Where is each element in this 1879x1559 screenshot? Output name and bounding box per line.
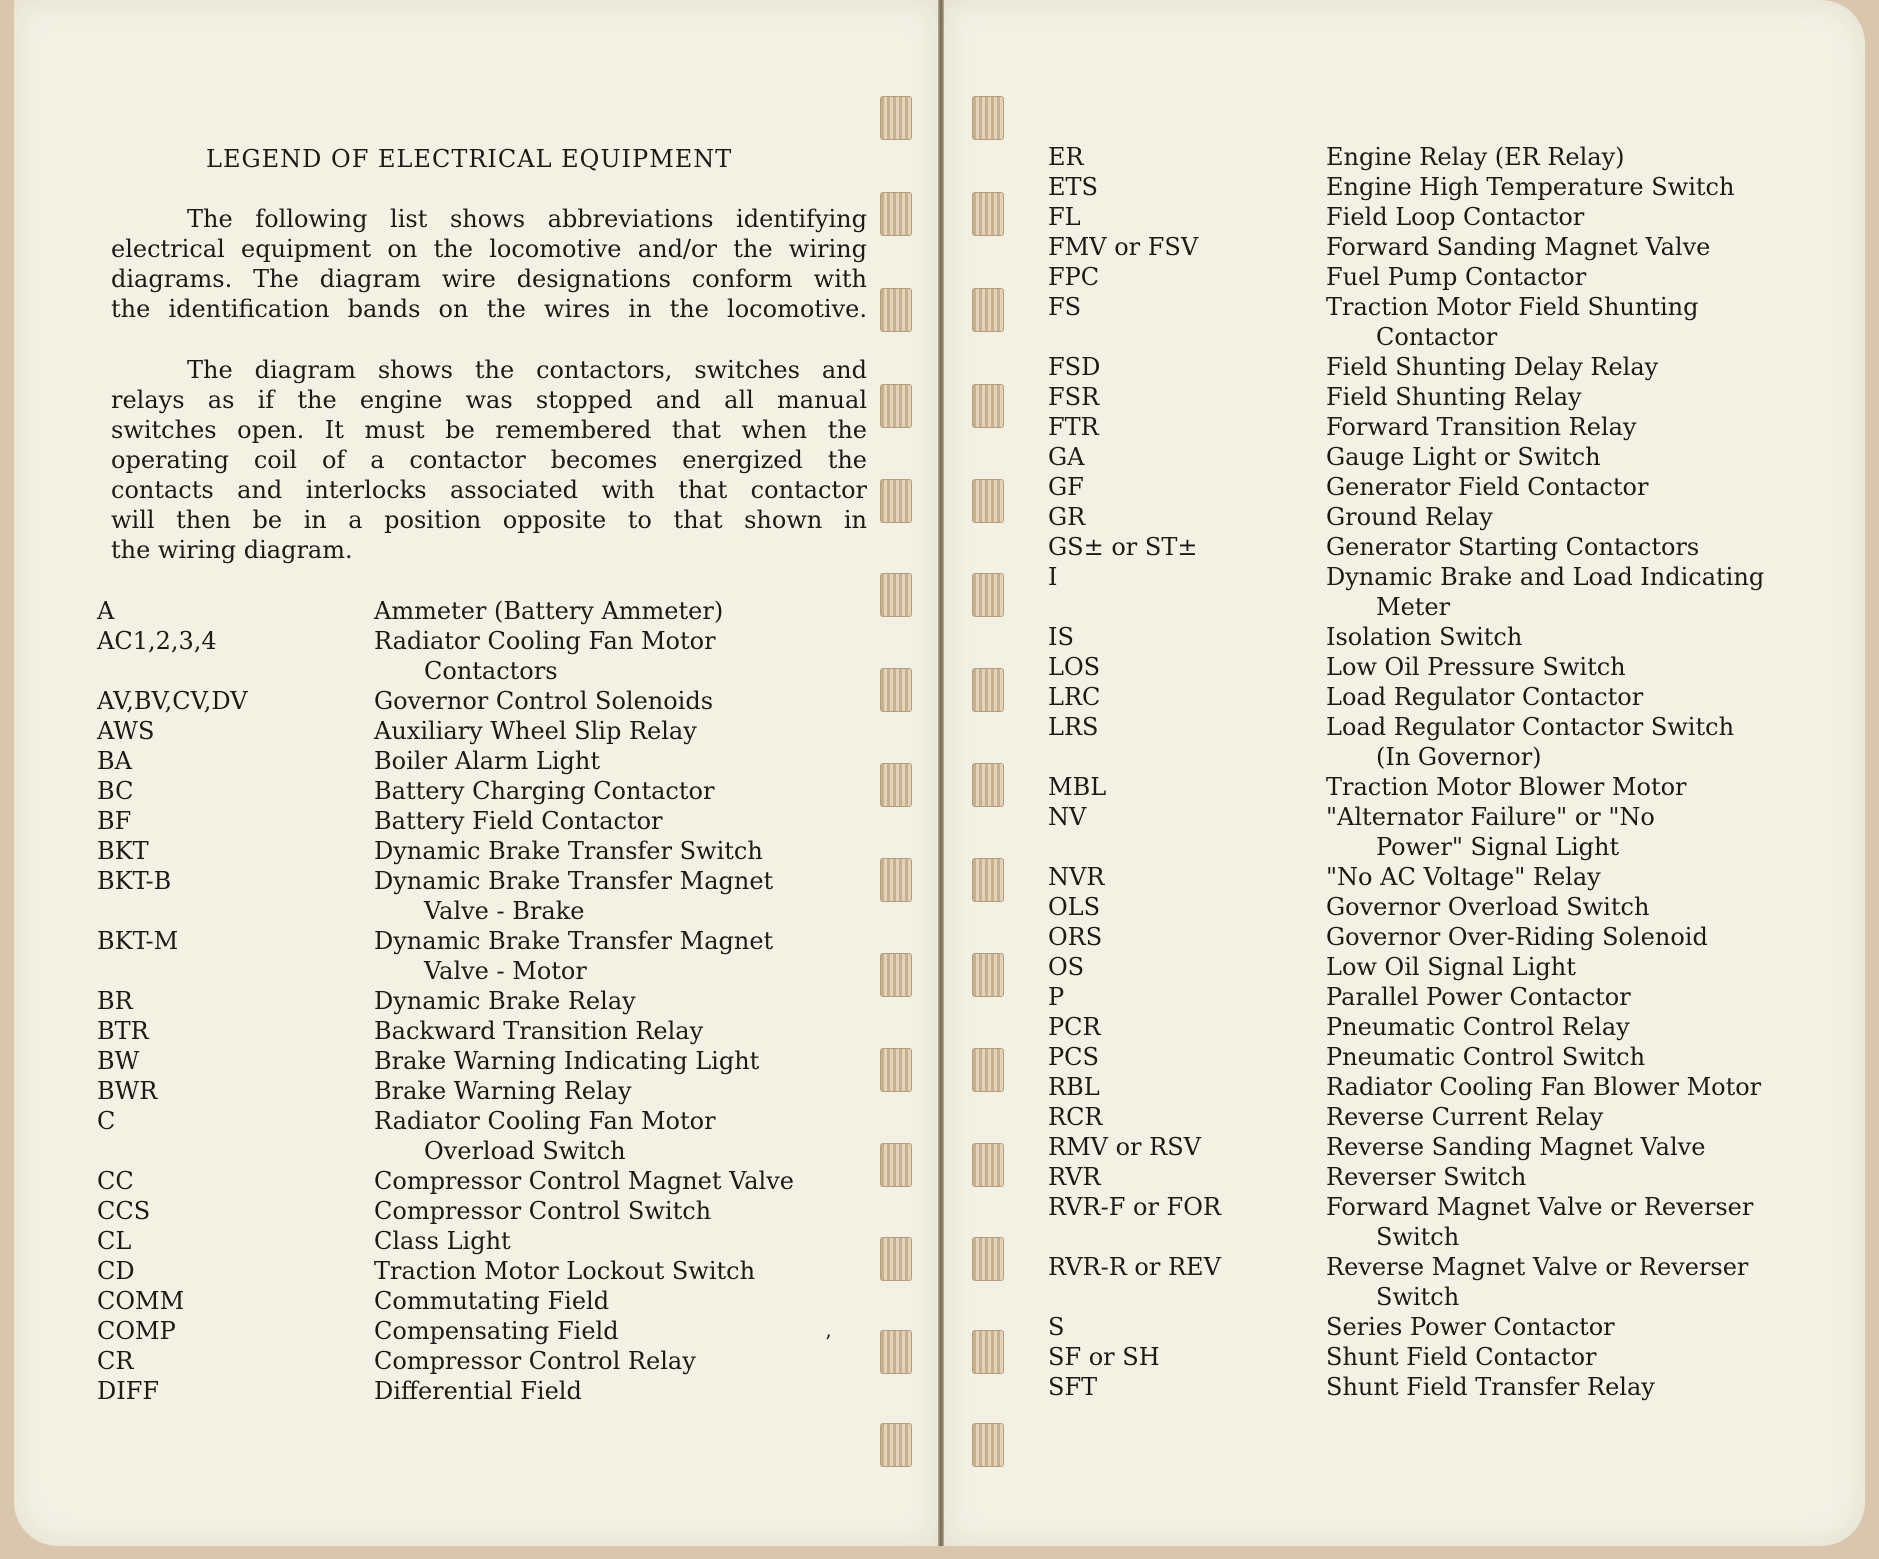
legend-description-continued: Contactors	[424, 657, 558, 685]
legend-description: Compressor Control Magnet Valve	[374, 1167, 794, 1195]
legend-abbreviation: GA	[1048, 443, 1085, 471]
binding-hole	[972, 953, 1004, 997]
legend-description: Dynamic Brake and Load Indicating	[1326, 563, 1765, 591]
binding-hole	[972, 573, 1004, 617]
legend-description: Auxiliary Wheel Slip Relay	[374, 717, 697, 745]
legend-abbreviation: SFT	[1048, 1373, 1098, 1401]
legend-abbreviation: RVR	[1048, 1163, 1101, 1191]
binding-holes-right	[970, 0, 1006, 1546]
legend-abbreviation: C	[97, 1107, 116, 1135]
legend-abbreviation: I	[1048, 563, 1058, 591]
legend-description: Field Loop Contactor	[1326, 203, 1585, 231]
legend-description: Brake Warning Relay	[374, 1077, 632, 1105]
binding-hole	[880, 1237, 912, 1281]
page-title: LEGEND OF ELECTRICAL EQUIPMENT	[206, 145, 733, 173]
legend-abbreviation: LRS	[1048, 713, 1099, 741]
legend-description: Pneumatic Control Relay	[1326, 1013, 1630, 1041]
legend-description: "Alternator Failure" or "No	[1326, 803, 1655, 831]
legend-abbreviation: LRC	[1048, 683, 1101, 711]
legend-description: Parallel Power Contactor	[1326, 983, 1631, 1011]
binding-hole	[972, 1143, 1004, 1187]
legend-abbreviation: AWS	[97, 717, 155, 745]
legend-abbreviation: BTR	[97, 1017, 149, 1045]
binding-holes-left	[878, 0, 914, 1546]
paragraph-line: the wiring diagram.	[111, 536, 353, 564]
legend-abbreviation: NV	[1048, 803, 1087, 831]
legend-abbreviation: BC	[97, 777, 134, 805]
binding-hole	[972, 858, 1004, 902]
legend-description: Forward Transition Relay	[1326, 413, 1637, 441]
legend-abbreviation: CC	[97, 1167, 134, 1195]
legend-description: Shunt Field Transfer Relay	[1326, 1373, 1655, 1401]
legend-description: Gauge Light or Switch	[1326, 443, 1601, 471]
legend-abbreviation: GR	[1048, 503, 1086, 531]
legend-description-continued: Meter	[1376, 593, 1451, 621]
legend-description: Fuel Pump Contactor	[1326, 263, 1587, 291]
legend-description-continued: Contactor	[1376, 323, 1498, 351]
paragraph-line: the identification bands on the wires in the locomotive.	[111, 295, 867, 323]
legend-description-continued: Power" Signal Light	[1376, 833, 1620, 861]
explanation-paragraph	[111, 355, 867, 565]
legend-abbreviation: S	[1048, 1313, 1065, 1341]
legend-abbreviation: COMP	[97, 1317, 176, 1345]
legend-description: "No AC Voltage" Relay	[1326, 863, 1601, 891]
legend-description: Compressor Control Switch	[374, 1197, 712, 1225]
binding-hole	[880, 668, 912, 712]
binding-hole	[972, 1423, 1004, 1467]
legend-description: Radiator Cooling Fan Blower Motor	[1326, 1073, 1762, 1101]
right-page	[944, 0, 1865, 1546]
legend-abbreviation: PCS	[1048, 1043, 1099, 1071]
legend-description: Series Power Contactor	[1326, 1313, 1615, 1341]
legend-abbreviation: FTR	[1048, 413, 1099, 441]
legend-abbreviation: RBL	[1048, 1073, 1100, 1101]
legend-description: Generator Field Contactor	[1326, 473, 1649, 501]
legend-description: Radiator Cooling Fan Motor	[374, 1107, 716, 1135]
legend-description: Pneumatic Control Switch	[1326, 1043, 1646, 1071]
binding-hole	[880, 763, 912, 807]
legend-abbreviation: BKT-B	[97, 867, 172, 895]
legend-abbreviation: FPC	[1048, 263, 1100, 291]
paragraph-line: The following list shows abbreviations identifying	[187, 205, 867, 233]
paragraph-line: operating coil of a contactor becomes energized the	[111, 446, 867, 474]
binding-hole	[972, 479, 1004, 523]
binding-hole	[972, 668, 1004, 712]
legend-abbreviation: BF	[97, 807, 132, 835]
binding-hole	[880, 1143, 912, 1187]
legend-description: Load Regulator Contactor	[1326, 683, 1644, 711]
legend-abbreviation: RVR-R or REV	[1048, 1253, 1221, 1281]
binding-hole	[880, 384, 912, 428]
legend-description: Battery Charging Contactor	[374, 777, 715, 805]
legend-description: Traction Motor Blower Motor	[1326, 773, 1687, 801]
legend-description-continued: Switch	[1376, 1223, 1460, 1251]
binding-hole	[972, 384, 1004, 428]
binding-hole	[972, 96, 1004, 140]
binding-hole	[880, 1330, 912, 1374]
legend-abbreviation: CR	[97, 1347, 134, 1375]
legend-description: Engine High Temperature Switch	[1326, 173, 1735, 201]
legend-description: Forward Magnet Valve or Reverser	[1326, 1193, 1754, 1221]
legend-description: Ammeter (Battery Ammeter)	[374, 597, 724, 625]
legend-abbreviation: IS	[1048, 623, 1074, 651]
legend-abbreviation: SF or SH	[1048, 1343, 1160, 1371]
legend-description: Class Light	[374, 1227, 511, 1255]
legend-description: Governor Control Solenoids	[374, 687, 714, 715]
legend-abbreviation: RVR-F or FOR	[1048, 1193, 1221, 1221]
legend-description: Reverse Magnet Valve or Reverser	[1326, 1253, 1749, 1281]
binding-hole	[880, 479, 912, 523]
legend-abbreviation: FL	[1048, 203, 1081, 231]
legend-description: Forward Sanding Magnet Valve	[1326, 233, 1711, 261]
legend-description: Governor Overload Switch	[1326, 893, 1650, 921]
legend-abbreviation: COMM	[97, 1287, 185, 1315]
legend-abbreviation: BW	[97, 1047, 140, 1075]
paragraph-line: relays as if the engine was stopped and all manual	[111, 386, 867, 414]
legend-description: Ground Relay	[1326, 503, 1493, 531]
legend-abbreviation: P	[1048, 983, 1065, 1011]
legend-abbreviation: RCR	[1048, 1103, 1103, 1131]
binding-hole	[880, 858, 912, 902]
legend-abbreviation: FSR	[1048, 383, 1100, 411]
legend-abbreviation: NVR	[1048, 863, 1105, 891]
legend-description: Brake Warning Indicating Light	[374, 1047, 760, 1075]
legend-description: Dynamic Brake Transfer Magnet	[374, 867, 774, 895]
left-page: LEGEND OF ELECTRICAL EQUIPMENT The following list shows abbreviations identifying electrical equipment on the locomotive and/or the wiring diagrams. The diagram wire designations conform with the identification bands on the wires in the locomotive. The diagram shows the contactors, switches and relays as if the engine was stopped and all manual switches open. It must be remembered that when the operating coil of a contactor becomes energized the contacts and interlocks associated with that contactor will then be in a position opposite to that shown in the wiring diagram. A Ammeter (Battery Ammeter) AC1,2,3,4 Radiator Cooling Fan Motor Contactors AV,BV,CV,DV Governor Control Solenoids AWS Auxiliary Wheel Slip Relay BA Boiler Alarm Light BC Battery Charging Contactor BF Battery Field Contactor BKT Dynamic Brake Transfer Switch BKT-B Dynamic Brake Transfer Magnet Valve - Brake BKT-M Dynamic Brake Transfer Magnet Valve - Motor BR Dynamic Brake Relay BTR Backward Transition Relay BW Brake Warning Indicating Light BWR Brake Warning Relay C Radiator Cooling Fan Motor Overload Switch CC Compressor Control Magnet Valve CCS Compressor Control Switch CL Class Light CD Traction Motor Lockout Switch COMM Commutating Field COMP Compensating Field CR Compressor Control Relay DIFF Differential Field ’	[14, 0, 938, 1546]
legend-abbreviation: A	[97, 597, 115, 625]
legend-description: Dynamic Brake Relay	[374, 987, 636, 1015]
legend-abbreviation: CCS	[97, 1197, 151, 1225]
legend-description: Dynamic Brake Transfer Magnet	[374, 927, 774, 955]
legend-description: Low Oil Signal Light	[1326, 953, 1576, 981]
legend-abbreviation: CL	[97, 1227, 132, 1255]
paragraph-line: The diagram shows the contactors, switches and	[187, 356, 867, 384]
legend-abbreviation: OLS	[1048, 893, 1101, 921]
binding-hole	[880, 96, 912, 140]
legend-description-continued: Valve - Brake	[424, 897, 585, 925]
legend-abbreviation: ER	[1048, 143, 1084, 171]
legend-abbreviation: RMV or RSV	[1048, 1133, 1201, 1161]
legend-abbreviation: MBL	[1048, 773, 1107, 801]
legend-description-continued: Overload Switch	[424, 1137, 626, 1165]
legend-abbreviation: FSD	[1048, 353, 1101, 381]
legend-abbreviation: BA	[97, 747, 132, 775]
binding-hole	[972, 192, 1004, 236]
legend-description: Battery Field Contactor	[374, 807, 663, 835]
legend-abbreviation: LOS	[1048, 653, 1101, 681]
paragraph-line: will then be in a position opposite to that shown in	[111, 506, 867, 534]
legend-description: Backward Transition Relay	[374, 1017, 704, 1045]
binding-hole	[972, 1330, 1004, 1374]
legend-description: Reverse Sanding Magnet Valve	[1326, 1133, 1706, 1161]
binding-hole	[972, 763, 1004, 807]
legend-description: Compensating Field	[374, 1317, 619, 1345]
legend-description: Shunt Field Contactor	[1326, 1343, 1597, 1371]
legend-description: Isolation Switch	[1326, 623, 1523, 651]
legend-abbreviation: AV,BV,CV,DV	[97, 687, 248, 715]
legend-description: Reverser Switch	[1326, 1163, 1527, 1191]
legend-description: Dynamic Brake Transfer Switch	[374, 837, 763, 865]
intro-paragraph	[111, 204, 867, 324]
legend-abbreviation: FS	[1048, 293, 1082, 321]
binding-hole	[972, 1048, 1004, 1092]
legend-description: Traction Motor Field Shunting	[1326, 293, 1699, 321]
legend-abbreviation: GF	[1048, 473, 1084, 501]
legend-abbreviation: ETS	[1048, 173, 1098, 201]
binding-hole	[880, 192, 912, 236]
legend-description: Radiator Cooling Fan Motor	[374, 627, 716, 655]
legend-abbreviation: BWR	[97, 1077, 158, 1105]
paragraph-line: diagrams. The diagram wire designations conform with	[111, 265, 867, 293]
legend-abbreviation: PCR	[1048, 1013, 1101, 1041]
legend-description-continued: Switch	[1376, 1283, 1460, 1311]
legend-abbreviation: AC1,2,3,4	[97, 627, 217, 655]
legend-abbreviation: DIFF	[97, 1377, 160, 1405]
paragraph-line: switches open. It must be remembered that when the	[111, 416, 867, 444]
legend-description: Commutating Field	[374, 1287, 610, 1315]
legend-description: Compressor Control Relay	[374, 1347, 696, 1375]
legend-abbreviation: FMV or FSV	[1048, 233, 1199, 261]
legend-abbreviation: BKT-M	[97, 927, 179, 955]
legend-description: Low Oil Pressure Switch	[1326, 653, 1626, 681]
binding-hole	[972, 1237, 1004, 1281]
paragraph-line: contacts and interlocks associated with that contactor	[111, 476, 867, 504]
legend-abbreviation: BKT	[97, 837, 149, 865]
legend-description: Field Shunting Relay	[1326, 383, 1582, 411]
legend-description: Boiler Alarm Light	[374, 747, 600, 775]
legend-description: Field Shunting Delay Relay	[1326, 353, 1659, 381]
legend-abbreviation: ORS	[1048, 923, 1103, 951]
legend-description: Load Regulator Contactor Switch	[1326, 713, 1735, 741]
binding-hole	[880, 288, 912, 332]
binding-hole	[972, 288, 1004, 332]
legend-description-continued: (In Governor)	[1376, 743, 1542, 771]
legend-description: Reverse Current Relay	[1326, 1103, 1604, 1131]
legend-abbreviation: GS± or ST±	[1048, 533, 1198, 561]
legend-description-continued: Valve - Motor	[424, 957, 587, 985]
legend-abbreviation: BR	[97, 987, 133, 1015]
binding-hole	[880, 1048, 912, 1092]
binding-hole	[880, 573, 912, 617]
paragraph-line: electrical equipment on the locomotive and/or the wiring	[111, 235, 867, 263]
binding-hole	[880, 1423, 912, 1467]
legend-abbreviation: CD	[97, 1257, 135, 1285]
legend-description: Engine Relay (ER Relay)	[1326, 143, 1625, 171]
legend-description: Generator Starting Contactors	[1326, 533, 1700, 561]
legend-description: Governor Over-Riding Solenoid	[1326, 923, 1708, 951]
binding-hole	[880, 953, 912, 997]
legend-description: Differential Field	[374, 1377, 582, 1405]
legend-abbreviation: OS	[1048, 953, 1085, 981]
legend-description: Traction Motor Lockout Switch	[374, 1257, 756, 1285]
